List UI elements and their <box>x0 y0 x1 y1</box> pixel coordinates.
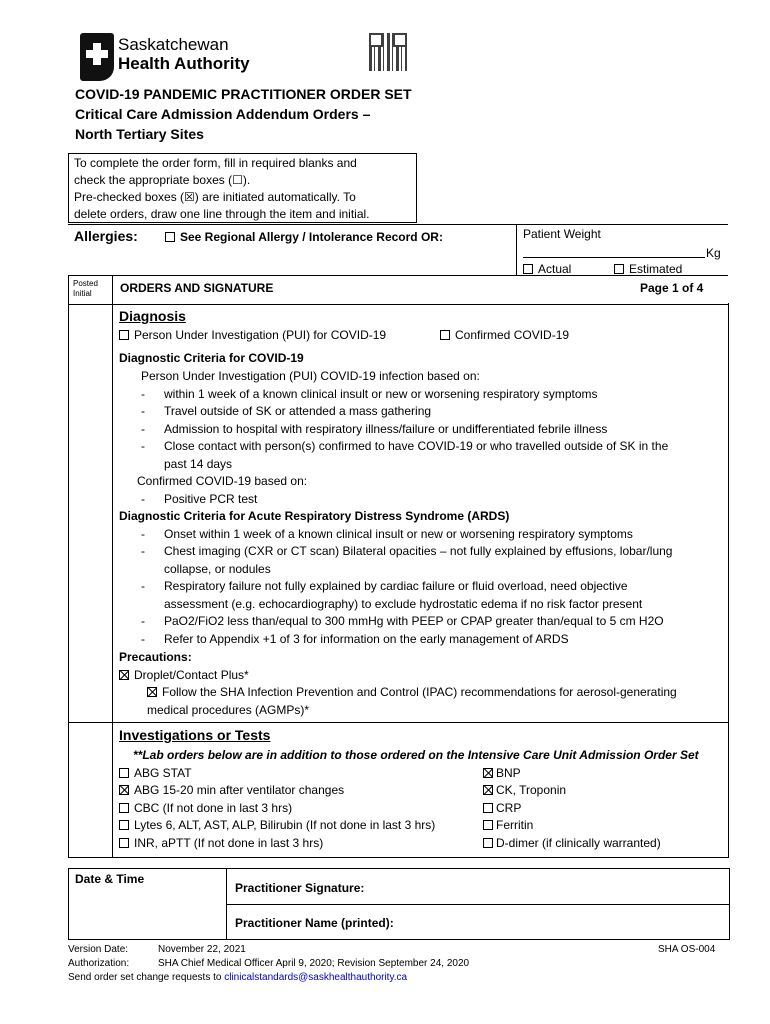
list-item: - PaO2/FiO2 less than/equal to 300 mmHg with PEEP or CPAP greater than/equal to 5 cm H2O <box>141 614 664 628</box>
estimated-label: Estimated <box>629 262 683 276</box>
orders-signature-header: ORDERS AND SIGNATURE <box>120 281 274 295</box>
allergy-option-label: See Regional Allergy / Intolerance Record OR: <box>180 230 443 244</box>
allergy-checkbox[interactable] <box>165 232 175 242</box>
lab-item-inr[interactable]: INR, aPTT (If not done in last 3 hrs) <box>119 835 435 853</box>
right-lab-list <box>483 765 661 853</box>
diagnosis-title: Diagnosis <box>119 308 186 324</box>
ards-criteria-list <box>141 526 672 649</box>
lab-checkbox[interactable] <box>483 838 493 848</box>
pui-option[interactable] <box>119 327 386 345</box>
posted-column-divider <box>112 275 113 858</box>
lab-item-abg-stat[interactable]: ABG STAT <box>119 765 435 783</box>
lab-item-abg-vent[interactable]: ABG 15-20 min after ventilator changes <box>119 782 435 800</box>
list-item: collapse, or nodules <box>164 561 271 576</box>
lab-checkbox[interactable] <box>483 803 493 813</box>
version-date-value: November 22, 2021 <box>158 944 246 955</box>
lab-orders-note: **Lab orders below are in addition to those ordered on the Intensive Care Unit Admission Order Set <box>133 748 699 762</box>
lab-checkbox[interactable] <box>483 768 493 778</box>
weight-estimated-option[interactable] <box>614 262 682 276</box>
investigations-title: Investigations or Tests <box>119 727 271 743</box>
title-line1: COVID-19 PANDEMIC PRACTITIONER ORDER SET <box>75 86 412 102</box>
diagnosis-section <box>119 308 186 324</box>
instruction-line: delete orders, draw one line through the item and initial. <box>74 207 370 221</box>
estimated-checkbox[interactable] <box>614 264 624 274</box>
list-item: assessment (e.g. echocardiography) to exclude hydrostatic edema if no risk factor present <box>164 596 643 611</box>
sha-logo <box>78 33 268 83</box>
droplet-checkbox[interactable] <box>119 670 129 680</box>
lab-checkbox[interactable] <box>119 768 129 778</box>
lab-item-cbc[interactable]: CBC (If not done in last 3 hrs) <box>119 800 435 818</box>
precautions-title: Precautions: <box>119 650 192 664</box>
patient-weight-field[interactable] <box>523 257 705 258</box>
page-number: Page 1 of 4 <box>640 281 704 295</box>
lab-checkbox[interactable] <box>119 803 129 813</box>
lab-checkbox[interactable] <box>119 785 129 795</box>
list-item: - Respiratory failure not fully explained by cardiac failure or fluid overload, need objective <box>141 579 628 593</box>
instruction-line: check the appropriate boxes (☐). <box>74 173 251 187</box>
list-item: - Travel outside of SK or attended a mass gathering <box>141 404 432 418</box>
list-item: past 14 days <box>164 456 233 471</box>
document-title <box>75 84 412 144</box>
list-item: - Positive PCR test <box>141 491 258 506</box>
org-name-line1: Saskatchewan <box>118 35 229 54</box>
pui-label: Person Under Investigation (PUI) for COVID-19 <box>134 328 387 342</box>
covid-criteria-title: Diagnostic Criteria for COVID-19 <box>119 351 304 365</box>
initial-label: Initial <box>73 289 92 298</box>
allergy-record-option[interactable] <box>165 230 443 244</box>
table-right-border <box>728 303 729 858</box>
ipac-option[interactable] <box>147 684 677 702</box>
list-item: - Refer to Appendix +1 of 3 for information on the early management of ARDS <box>141 631 569 646</box>
change-request-email-link[interactable]: clinicalstandards@saskhealthauthority.ca <box>224 972 408 983</box>
pui-intro: Person Under Investigation (PUI) COVID-19 infection based on: <box>141 369 480 383</box>
lab-checkbox[interactable] <box>119 820 129 830</box>
confirmed-label: Confirmed COVID-19 <box>455 328 570 342</box>
instructions-box <box>68 153 417 223</box>
change-request-text: Send order set change requests to <box>68 972 222 983</box>
ipac-label-cont: medical procedures (AGMPs)* <box>147 702 310 717</box>
lab-item-lytes[interactable]: Lytes 6, ALT, AST, ALP, Bilirubin (If not done in last 3 hrs) <box>119 817 435 835</box>
ards-criteria-title: Diagnostic Criteria for Acute Respiratory Distress Syndrome (ARDS) <box>119 509 510 523</box>
lab-item-ck[interactable]: CK, Troponin <box>483 782 661 800</box>
instruction-line: To complete the order form, fill in required blanks and <box>74 156 357 170</box>
pui-criteria-list <box>141 386 668 474</box>
actual-checkbox[interactable] <box>523 264 533 274</box>
section-divider <box>68 722 728 723</box>
posted-label: Posted <box>73 279 98 288</box>
ipac-checkbox[interactable] <box>147 687 157 697</box>
list-item: - Close contact with person(s) confirmed to have COVID-19 or who travelled outside of SK in the <box>141 439 669 453</box>
signature-row-divider <box>226 904 730 905</box>
list-item: - within 1 week of a known clinical insult or new or worsening respiratory symptoms <box>141 386 598 401</box>
table-left-border <box>68 275 69 858</box>
instruction-line: Pre-checked boxes (☒) are initiated automatically. To <box>74 190 356 204</box>
title-line3: North Tertiary Sites <box>75 126 204 142</box>
patient-weight-label: Patient Weight <box>523 227 601 241</box>
qr-code-icon <box>369 33 407 71</box>
posted-initial-header <box>73 279 98 299</box>
lab-item-bnp[interactable]: BNP <box>483 765 661 783</box>
version-date-label: Version Date: <box>68 944 129 955</box>
list-item: - Chest imaging (CXR or CT scan) Bilateral opacities – not fully explained by effusions, lobar/lung <box>141 544 673 558</box>
lab-checkbox[interactable] <box>483 820 493 830</box>
ipac-label: Follow the SHA Infection Prevention and Control (IPAC) recommendations for aerosol-generating <box>162 685 677 699</box>
weight-unit: Kg <box>706 246 721 260</box>
lab-item-ddimer[interactable]: D-dimer (if clinically warranted) <box>483 835 661 853</box>
change-request-line <box>68 971 407 984</box>
weight-actual-option[interactable] <box>523 262 571 276</box>
date-time-field[interactable]: Date & Time <box>75 872 145 886</box>
droplet-label: Droplet/Contact Plus* <box>134 667 249 682</box>
list-item: - Onset within 1 week of a known clinical insult or new or worsening respiratory symptoms <box>141 526 633 541</box>
practitioner-name-field[interactable]: Practitioner Name (printed): <box>235 916 394 930</box>
authorization-label: Authorization: <box>68 958 130 969</box>
confirmed-option[interactable] <box>440 327 569 345</box>
left-lab-list <box>119 765 435 853</box>
allergies-label: Allergies: <box>74 228 138 244</box>
sha-cross-icon <box>80 33 114 81</box>
actual-label: Actual <box>538 262 572 276</box>
lab-checkbox[interactable] <box>483 785 493 795</box>
lab-item-ferritin[interactable]: Ferritin <box>483 817 661 835</box>
droplet-contact-option[interactable] <box>119 667 249 685</box>
table-bottom-border <box>68 857 728 858</box>
pui-checkbox[interactable] <box>119 330 129 340</box>
lab-item-crp[interactable]: CRP <box>483 800 661 818</box>
document-id: SHA OS-004 <box>658 944 716 955</box>
practitioner-signature-field[interactable]: Practitioner Signature: <box>235 881 365 895</box>
org-name-line2: Health Authority <box>118 54 250 73</box>
title-line2: Critical Care Admission Addendum Orders – <box>75 106 371 122</box>
list-item: - Admission to hospital with respiratory illness/failure or undifferentiated febrile illness <box>141 421 608 436</box>
confirmed-checkbox[interactable] <box>440 330 450 340</box>
confirmed-intro: Confirmed COVID-19 based on: <box>137 474 308 488</box>
lab-checkbox[interactable] <box>119 838 129 848</box>
authorization-value: SHA Chief Medical Officer April 9, 2020; Revision September 24, 2020 <box>158 958 470 969</box>
